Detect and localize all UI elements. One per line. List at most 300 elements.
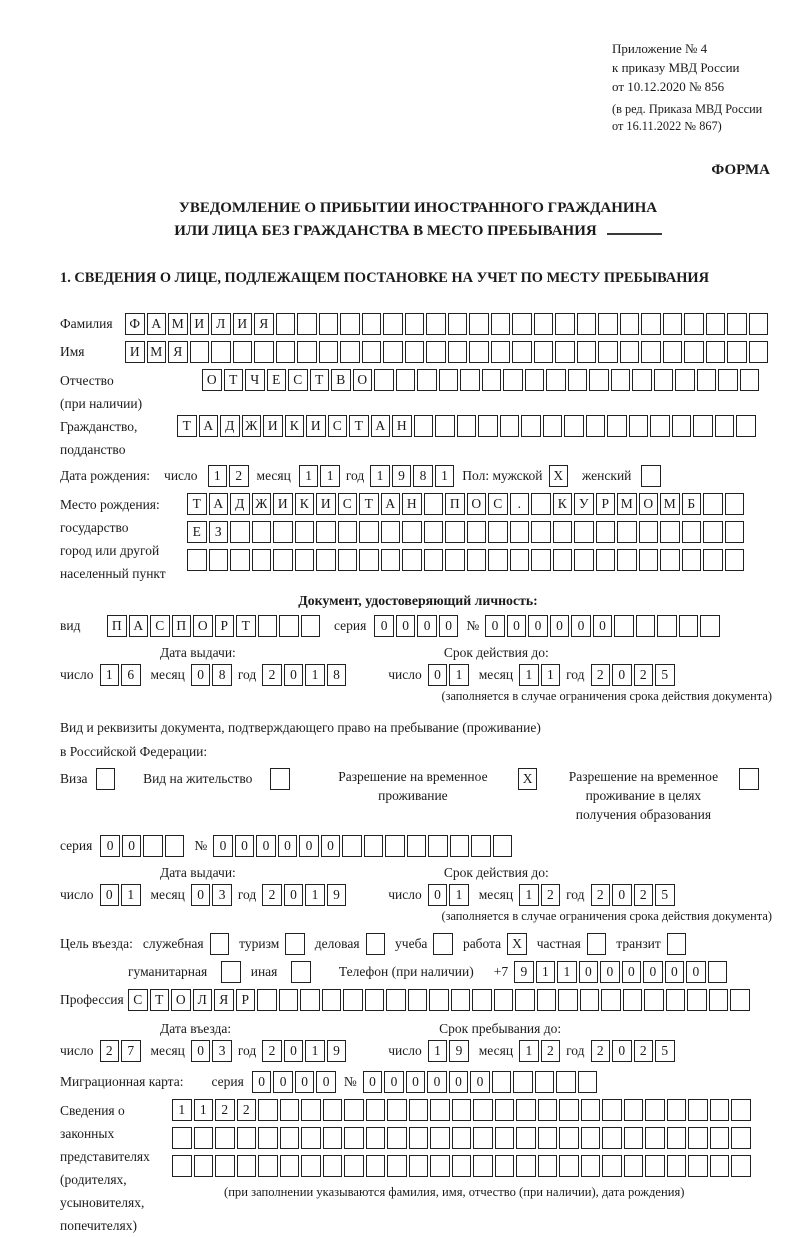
surname-cell[interactable]: И [233,313,253,335]
birth-place-cell[interactable] [424,493,444,515]
citizenship-cell[interactable] [586,415,606,437]
patronymic-cell[interactable] [417,369,437,391]
patronymic-cell[interactable] [740,369,760,391]
surname-cell[interactable] [297,313,317,335]
birth-place-cell[interactable] [574,549,594,571]
profession-cell[interactable] [257,989,277,1011]
surname-cell[interactable]: Л [211,313,231,335]
identity-issue-month-cell[interactable]: 8 [212,664,232,686]
entry-year-cell[interactable]: 9 [327,1040,347,1062]
name-cell[interactable]: М [147,341,167,363]
surname-cell[interactable] [598,313,618,335]
birth-place-cell[interactable] [252,521,272,543]
identity-kind-cell[interactable]: П [172,615,192,637]
birth-place-cell[interactable]: О [467,493,487,515]
citizenship-cell[interactable] [650,415,670,437]
representatives-cell[interactable] [559,1127,579,1149]
migration-number-cell[interactable] [492,1071,512,1093]
patronymic-cell[interactable] [632,369,652,391]
citizenship-cell[interactable] [715,415,735,437]
patronymic-cell[interactable] [654,369,674,391]
name-cell[interactable] [727,341,747,363]
residence-issue-month-cell[interactable]: 0 [191,884,211,906]
residence-expiry-year-cell[interactable]: 5 [655,884,675,906]
entry-day-cell[interactable]: 2 [100,1040,120,1062]
representatives-cell[interactable]: 1 [172,1099,192,1121]
identity-expiry-year-cell[interactable]: 2 [634,664,654,686]
birth-place-cell[interactable]: Т [187,493,207,515]
residence-issue-year-cell[interactable]: 2 [262,884,282,906]
representatives-cell[interactable] [688,1127,708,1149]
migration-series-cell[interactable]: 0 [252,1071,272,1093]
patronymic-cell[interactable]: Ч [245,369,265,391]
identity-kind-cell[interactable] [301,615,321,637]
profession-cell[interactable]: С [128,989,148,1011]
representatives-cell[interactable] [495,1127,515,1149]
residence-number-cell[interactable] [407,835,427,857]
residence-number-cell[interactable]: 0 [235,835,255,857]
surname-cell[interactable] [276,313,296,335]
citizenship-cell[interactable]: Д [220,415,240,437]
name-cell[interactable] [555,341,575,363]
profession-cell[interactable] [343,989,363,1011]
stay-year-cell[interactable]: 5 [655,1040,675,1062]
patronymic-cell[interactable] [503,369,523,391]
representatives-cell[interactable] [344,1127,364,1149]
birth-place-cell[interactable] [510,521,530,543]
profession-cell[interactable]: Я [214,989,234,1011]
identity-number-cell[interactable] [679,615,699,637]
purpose-official-checkbox[interactable] [210,933,230,955]
representatives-cell[interactable] [237,1127,257,1149]
profession-cell[interactable] [365,989,385,1011]
identity-series-cell[interactable]: 0 [417,615,437,637]
birth-place-cell[interactable] [703,521,723,543]
representatives-cell[interactable] [731,1127,751,1149]
name-cell[interactable] [426,341,446,363]
phone-cell[interactable]: 0 [665,961,685,983]
patronymic-cell[interactable] [568,369,588,391]
profession-cell[interactable] [709,989,729,1011]
representatives-cell[interactable] [538,1127,558,1149]
birth-place-cell[interactable]: Н [402,493,422,515]
profession-cell[interactable] [429,989,449,1011]
surname-cell[interactable]: А [147,313,167,335]
name-cell[interactable]: Я [168,341,188,363]
residence-issue-year-cell[interactable]: 9 [327,884,347,906]
temp-residence-education-checkbox[interactable] [739,768,759,790]
residence-series-cell[interactable] [165,835,185,857]
patronymic-cell[interactable] [525,369,545,391]
surname-cell[interactable] [426,313,446,335]
representatives-cell[interactable] [645,1127,665,1149]
birth-place-cell[interactable] [639,549,659,571]
identity-kind-cell[interactable]: А [129,615,149,637]
birth-place-cell[interactable]: А [381,493,401,515]
name-cell[interactable] [190,341,210,363]
patronymic-cell[interactable] [374,369,394,391]
identity-number-cell[interactable] [636,615,656,637]
name-cell[interactable] [340,341,360,363]
phone-cell[interactable]: 0 [600,961,620,983]
name-cell[interactable]: И [125,341,145,363]
residence-number-cell[interactable] [364,835,384,857]
residence-number-cell[interactable] [428,835,448,857]
birth-place-cell[interactable]: Т [359,493,379,515]
representatives-cell[interactable] [301,1155,321,1177]
citizenship-cell[interactable]: И [306,415,326,437]
name-cell[interactable] [297,341,317,363]
migration-number-cell[interactable]: 0 [406,1071,426,1093]
birth-place-cell[interactable] [725,521,745,543]
stay-month-cell[interactable]: 1 [519,1040,539,1062]
representatives-cell[interactable] [366,1155,386,1177]
representatives-cell[interactable] [366,1099,386,1121]
surname-cell[interactable] [469,313,489,335]
surname-cell[interactable] [491,313,511,335]
citizenship-cell[interactable] [607,415,627,437]
surname-cell[interactable]: Ф [125,313,145,335]
profession-cell[interactable] [408,989,428,1011]
birth-place-cell[interactable] [445,521,465,543]
stay-year-cell[interactable]: 2 [634,1040,654,1062]
residence-issue-day-cell[interactable]: 0 [100,884,120,906]
identity-issue-day-cell[interactable]: 1 [100,664,120,686]
birth-place-cell[interactable] [510,549,530,571]
entry-year-cell[interactable]: 0 [284,1040,304,1062]
representatives-cell[interactable] [430,1155,450,1177]
citizenship-cell[interactable] [414,415,434,437]
representatives-cell[interactable] [258,1099,278,1121]
birth-place-cell[interactable] [316,521,336,543]
entry-year-cell[interactable]: 2 [262,1040,282,1062]
migration-number-cell[interactable]: 0 [384,1071,404,1093]
citizenship-cell[interactable]: К [285,415,305,437]
representatives-cell[interactable] [516,1099,536,1121]
name-cell[interactable] [448,341,468,363]
visa-checkbox[interactable] [96,768,116,790]
purpose-work-checkbox[interactable]: X [507,933,527,955]
representatives-cell[interactable] [280,1099,300,1121]
profession-cell[interactable] [494,989,514,1011]
citizenship-cell[interactable]: А [371,415,391,437]
sex-female-checkbox[interactable] [641,465,661,487]
profession-cell[interactable] [386,989,406,1011]
birth-day-cell[interactable]: 2 [229,465,249,487]
birth-place-cell[interactable] [424,521,444,543]
phone-cell[interactable]: 0 [622,961,642,983]
identity-issue-year-cell[interactable]: 8 [327,664,347,686]
name-cell[interactable] [254,341,274,363]
surname-cell[interactable] [641,313,661,335]
profession-cell[interactable] [730,989,750,1011]
name-cell[interactable] [663,341,683,363]
profession-cell[interactable] [666,989,686,1011]
birth-place-cell[interactable]: И [273,493,293,515]
profession-cell[interactable] [558,989,578,1011]
entry-year-cell[interactable]: 1 [305,1040,325,1062]
surname-cell[interactable]: М [168,313,188,335]
birth-place-cell[interactable]: П [445,493,465,515]
birth-day-cell[interactable]: 1 [208,465,228,487]
surname-cell[interactable] [340,313,360,335]
identity-expiry-month-cell[interactable]: 1 [541,664,561,686]
birth-place-cell[interactable] [338,521,358,543]
identity-issue-year-cell[interactable]: 1 [305,664,325,686]
name-cell[interactable] [641,341,661,363]
residence-series-cell[interactable]: 0 [122,835,142,857]
migration-number-cell[interactable] [556,1071,576,1093]
birth-place-cell[interactable]: К [553,493,573,515]
birth-place-cell[interactable] [639,521,659,543]
birth-place-cell[interactable] [381,549,401,571]
representatives-cell[interactable] [495,1099,515,1121]
identity-kind-cell[interactable] [279,615,299,637]
phone-cell[interactable]: 1 [536,961,556,983]
surname-cell[interactable]: И [190,313,210,335]
representatives-cell[interactable] [559,1155,579,1177]
representatives-cell[interactable] [495,1155,515,1177]
representatives-cell[interactable] [538,1099,558,1121]
name-cell[interactable] [577,341,597,363]
identity-kind-cell[interactable]: О [193,615,213,637]
residence-expiry-day-cell[interactable]: 0 [428,884,448,906]
surname-cell[interactable] [448,313,468,335]
birth-place-cell[interactable] [381,521,401,543]
patronymic-cell[interactable]: Т [310,369,330,391]
migration-number-cell[interactable]: 0 [363,1071,383,1093]
representatives-cell[interactable] [473,1155,493,1177]
birth-place-cell[interactable] [424,549,444,571]
representatives-cell[interactable] [387,1155,407,1177]
birth-place-cell[interactable] [295,549,315,571]
phone-cell[interactable]: 0 [686,961,706,983]
citizenship-cell[interactable] [672,415,692,437]
profession-cell[interactable] [300,989,320,1011]
identity-kind-cell[interactable]: П [107,615,127,637]
residence-expiry-year-cell[interactable]: 2 [591,884,611,906]
citizenship-cell[interactable]: Н [392,415,412,437]
surname-cell[interactable] [577,313,597,335]
citizenship-cell[interactable] [629,415,649,437]
patronymic-cell[interactable]: Т [224,369,244,391]
citizenship-cell[interactable]: И [263,415,283,437]
birth-place-cell[interactable] [445,549,465,571]
purpose-business-checkbox[interactable] [366,933,386,955]
birth-year-cell[interactable]: 1 [435,465,455,487]
residence-expiry-month-cell[interactable]: 1 [519,884,539,906]
birth-place-cell[interactable] [273,521,293,543]
residence-number-cell[interactable] [471,835,491,857]
purpose-humanitarian-checkbox[interactable] [221,961,241,983]
identity-kind-cell[interactable]: Р [215,615,235,637]
representatives-cell[interactable] [731,1099,751,1121]
birth-place-cell[interactable] [230,549,250,571]
migration-number-cell[interactable] [578,1071,598,1093]
representatives-cell[interactable] [215,1127,235,1149]
residence-series-cell[interactable] [143,835,163,857]
residence-number-cell[interactable]: 0 [256,835,276,857]
representatives-cell[interactable] [172,1127,192,1149]
representatives-cell[interactable] [516,1155,536,1177]
patronymic-cell[interactable] [439,369,459,391]
representatives-cell[interactable] [194,1127,214,1149]
birth-place-cell[interactable] [359,521,379,543]
residence-number-cell[interactable] [385,835,405,857]
residence-series-cell[interactable]: 0 [100,835,120,857]
patronymic-cell[interactable] [675,369,695,391]
identity-kind-cell[interactable] [258,615,278,637]
residence-permit-checkbox[interactable] [270,768,290,790]
representatives-cell[interactable] [301,1099,321,1121]
birth-place-cell[interactable]: Е [187,521,207,543]
birth-place-cell[interactable] [531,549,551,571]
identity-kind-cell[interactable]: С [150,615,170,637]
citizenship-cell[interactable] [564,415,584,437]
birth-place-cell[interactable] [316,549,336,571]
birth-place-cell[interactable] [402,549,422,571]
representatives-cell[interactable] [323,1155,343,1177]
birth-place-cell[interactable] [488,521,508,543]
entry-month-cell[interactable]: 0 [191,1040,211,1062]
residence-number-cell[interactable]: 0 [321,835,341,857]
residence-issue-year-cell[interactable]: 1 [305,884,325,906]
birth-place-cell[interactable]: З [209,521,229,543]
migration-number-cell[interactable]: 0 [470,1071,490,1093]
representatives-cell[interactable] [688,1099,708,1121]
representatives-cell[interactable] [323,1127,343,1149]
birth-place-cell[interactable] [682,549,702,571]
representatives-cell[interactable]: 2 [237,1099,257,1121]
residence-expiry-year-cell[interactable]: 0 [612,884,632,906]
purpose-tourism-checkbox[interactable] [285,933,305,955]
identity-series-cell[interactable]: 0 [396,615,416,637]
surname-cell[interactable] [319,313,339,335]
purpose-study-checkbox[interactable] [433,933,453,955]
birth-place-cell[interactable] [660,521,680,543]
identity-expiry-day-cell[interactable]: 0 [428,664,448,686]
identity-number-cell[interactable]: 0 [593,615,613,637]
citizenship-cell[interactable] [736,415,756,437]
citizenship-cell[interactable] [478,415,498,437]
profession-cell[interactable]: Т [150,989,170,1011]
patronymic-cell[interactable] [460,369,480,391]
citizenship-cell[interactable]: Т [349,415,369,437]
birth-place-cell[interactable] [488,549,508,571]
birth-place-cell[interactable]: У [574,493,594,515]
patronymic-cell[interactable] [718,369,738,391]
profession-cell[interactable] [623,989,643,1011]
birth-place-cell[interactable] [187,549,207,571]
representatives-cell[interactable] [688,1155,708,1177]
profession-cell[interactable] [322,989,342,1011]
surname-cell[interactable] [362,313,382,335]
stay-month-cell[interactable]: 2 [541,1040,561,1062]
identity-kind-cell[interactable]: Т [236,615,256,637]
birth-place-cell[interactable]: К [295,493,315,515]
identity-number-cell[interactable] [657,615,677,637]
representatives-cell[interactable] [366,1127,386,1149]
sex-male-checkbox[interactable]: X [549,465,569,487]
representatives-cell[interactable] [344,1099,364,1121]
representatives-cell[interactable] [667,1099,687,1121]
citizenship-cell[interactable] [521,415,541,437]
surname-cell[interactable] [749,313,769,335]
name-cell[interactable] [534,341,554,363]
citizenship-cell[interactable] [543,415,563,437]
representatives-cell[interactable] [409,1155,429,1177]
birth-place-cell[interactable]: О [639,493,659,515]
profession-cell[interactable]: О [171,989,191,1011]
name-cell[interactable] [233,341,253,363]
representatives-cell[interactable] [602,1127,622,1149]
birth-place-cell[interactable] [617,521,637,543]
purpose-private-checkbox[interactable] [587,933,607,955]
profession-cell[interactable] [644,989,664,1011]
birth-place-cell[interactable] [273,549,293,571]
name-cell[interactable] [362,341,382,363]
migration-series-cell[interactable]: 0 [295,1071,315,1093]
representatives-cell[interactable] [473,1127,493,1149]
stay-year-cell[interactable]: 2 [591,1040,611,1062]
patronymic-cell[interactable] [546,369,566,391]
identity-issue-year-cell[interactable]: 2 [262,664,282,686]
profession-cell[interactable] [580,989,600,1011]
birth-place-cell[interactable]: . [510,493,530,515]
patronymic-cell[interactable] [482,369,502,391]
representatives-cell[interactable] [602,1099,622,1121]
birth-place-cell[interactable] [295,521,315,543]
representatives-cell[interactable] [344,1155,364,1177]
birth-place-cell[interactable] [359,549,379,571]
birth-place-cell[interactable]: М [660,493,680,515]
migration-series-cell[interactable]: 0 [316,1071,336,1093]
birth-place-cell[interactable] [617,549,637,571]
birth-place-cell[interactable]: С [338,493,358,515]
citizenship-cell[interactable] [435,415,455,437]
birth-place-cell[interactable] [703,549,723,571]
name-cell[interactable] [383,341,403,363]
identity-number-cell[interactable] [614,615,634,637]
representatives-cell[interactable]: 2 [215,1099,235,1121]
representatives-cell[interactable] [710,1099,730,1121]
residence-number-cell[interactable] [493,835,513,857]
representatives-cell[interactable]: 1 [194,1099,214,1121]
name-cell[interactable] [620,341,640,363]
birth-place-cell[interactable] [252,549,272,571]
patronymic-cell[interactable]: О [202,369,222,391]
residence-number-cell[interactable]: 0 [299,835,319,857]
identity-series-cell[interactable]: 0 [439,615,459,637]
birth-place-cell[interactable] [553,521,573,543]
representatives-cell[interactable] [172,1155,192,1177]
birth-place-cell[interactable] [230,521,250,543]
representatives-cell[interactable] [280,1155,300,1177]
birth-place-cell[interactable] [553,549,573,571]
patronymic-cell[interactable] [611,369,631,391]
residence-expiry-year-cell[interactable]: 2 [634,884,654,906]
identity-expiry-year-cell[interactable]: 5 [655,664,675,686]
birth-place-cell[interactable] [574,521,594,543]
identity-expiry-year-cell[interactable]: 0 [612,664,632,686]
patronymic-cell[interactable]: Е [267,369,287,391]
profession-cell[interactable] [472,989,492,1011]
representatives-cell[interactable] [667,1127,687,1149]
birth-place-cell[interactable] [596,521,616,543]
representatives-cell[interactable] [581,1127,601,1149]
residence-number-cell[interactable]: 0 [278,835,298,857]
identity-issue-day-cell[interactable]: 6 [121,664,141,686]
